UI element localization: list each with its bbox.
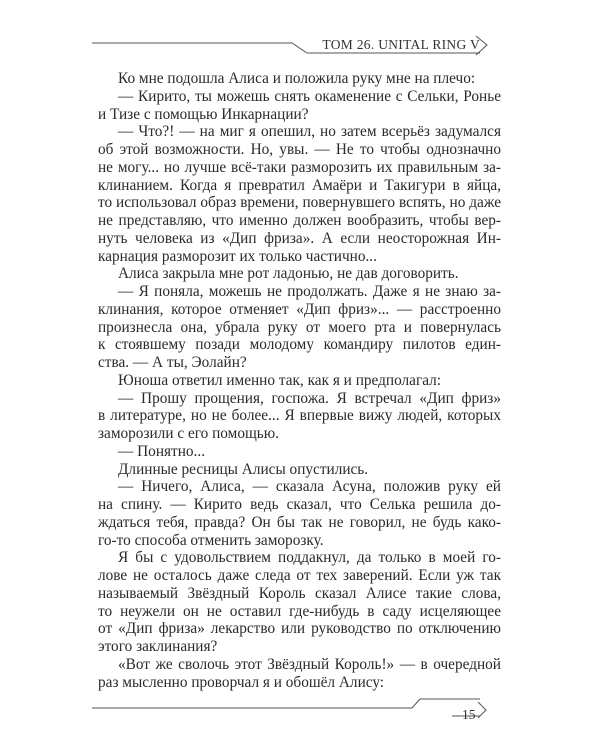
text-line: — Прошу прощения, госпожа. Я встречал «Дип фриз» (118, 389, 501, 407)
text-line: об этой возможности. Но, увы. — Не то чтобы однозначно (98, 141, 501, 158)
running-head: ТОМ 26. UNITAL RING V (322, 37, 480, 52)
text-line: Я бы с удовольствием поддакнул, да только в моей го- (118, 549, 501, 567)
text-line: к стоявшему позади молодому командиру пилотов един- (98, 336, 501, 354)
text-line: — Я поняла, можешь не продолжать. Даже я не знаю за- (118, 283, 501, 300)
text-line: клинания, которое отменяет «Дип фриз»... — расстроенно (98, 300, 501, 318)
text-line: и Тизе с помощью Инкарнации? (98, 105, 309, 123)
text-line: Длинные ресницы Алисы опустились. (118, 460, 369, 478)
page-number: 15 (462, 707, 476, 722)
text-line: «Вот же сволочь этот Звёздный Король!» — в очередной (118, 655, 501, 673)
text-line: клинанием. Когда я превратил Амаёри и Такигури в яйца, (98, 176, 501, 194)
text-line: ждаться тебя, правда? Он бы так не говорил, не будь како- (98, 513, 501, 531)
text-line: лове не осталось даже следа от тех заверений. Если уж так (98, 567, 501, 584)
text-line: этого заклинания? (98, 638, 218, 655)
text-line: ства. — А ты, Эолайн? (98, 354, 247, 371)
text-line: — Кирито, ты можешь снять окаменение с Сельки, Ронье (118, 87, 501, 105)
text-line: го-то способа отменить заморозку. (98, 531, 324, 549)
text-line: то неужели он не оставил где-нибудь в саду исцеляющее (98, 602, 501, 620)
text-line: то использовал образ времени, повернувшего вспять, но даже (98, 194, 501, 212)
text-line: от «Дип фриза» лекарство или руководство по отключению (98, 620, 501, 638)
text-line: — Ничего, Алиса, — сказала Асуна, положив руку ей (118, 478, 501, 496)
text-line: Алиса закрыла мне рот ладонью, не дав договорить. (118, 265, 459, 283)
text-line: — Что?! — на миг я опешил, но затем всерьёз задумался (118, 123, 501, 141)
text-line: Юноша ответил именно так, как я и предполагал: (118, 371, 442, 389)
body-text (98, 70, 501, 691)
text-line: не могу... но лучше всё-таки разморозить их правильным за- (98, 158, 501, 176)
text-line: произнесла она, убрала руку от моего рта и повернулась (98, 318, 501, 336)
text-line: — Понятно... (118, 442, 206, 460)
text-line: называемый Звёздный Король сказал Алисе такие слова, (98, 584, 501, 602)
text-line: раз мысленно проворчал я и обошёл Алису: (98, 673, 385, 691)
text-line: не представляю, что именно должен вообразить, чтобы вер- (98, 212, 501, 229)
text-line: нуть человека из «Дип фриза». А если неосторожная Ин- (98, 229, 501, 247)
text-line: в литературе, но не более... Я впервые вижу людей, которых (98, 407, 501, 425)
text-line: заморозили с его помощью. (98, 425, 279, 442)
footer-rule (92, 699, 486, 718)
text-line: на спину. — Кирито ведь сказал, что Селька решила до- (98, 496, 501, 513)
text-line: Ко мне подошла Алиса и положила руку мне на плечо: (118, 70, 476, 87)
text-line: карнация разморозит их только частично... (98, 247, 377, 265)
